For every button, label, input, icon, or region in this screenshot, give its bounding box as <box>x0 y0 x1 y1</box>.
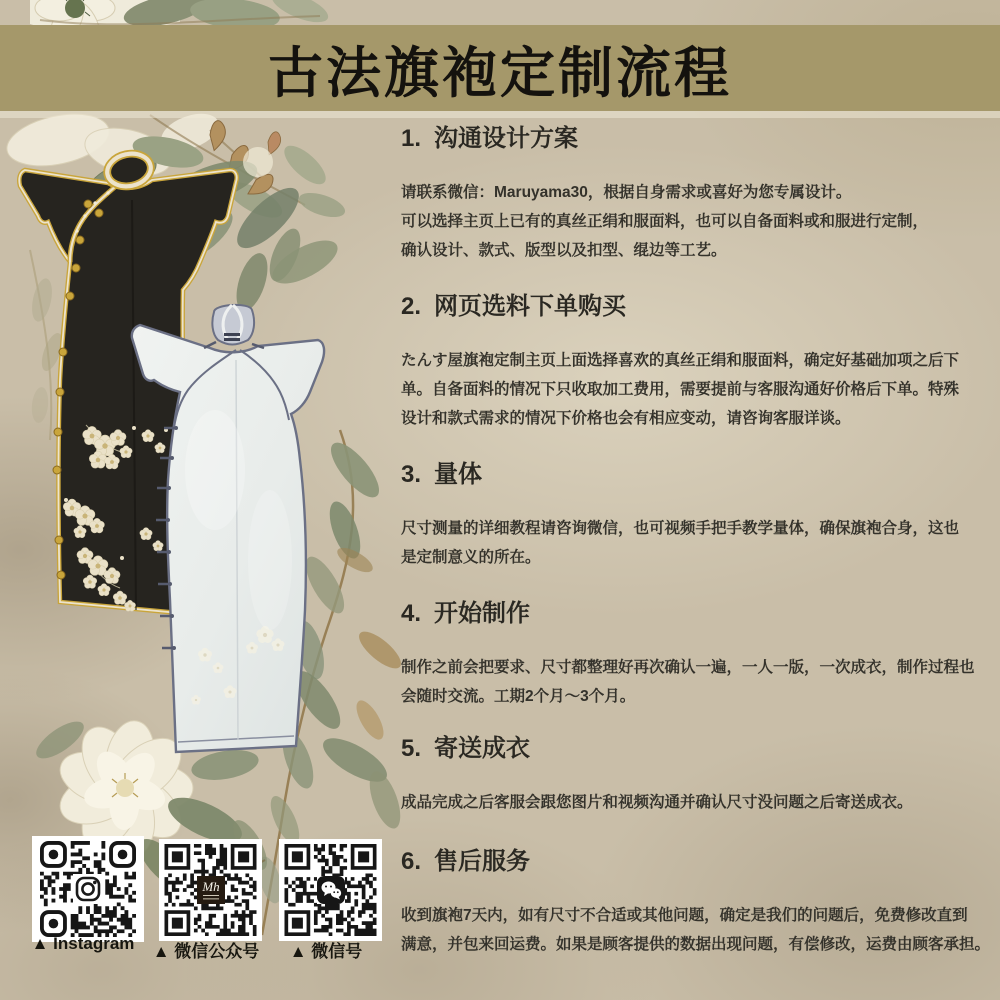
step-section-6 <box>401 847 997 959</box>
step-body-line: 会随时交流。工期2个月～3个月。 <box>401 688 636 705</box>
step-body <box>401 514 997 572</box>
step-body <box>401 788 997 817</box>
step-section-2 <box>401 292 997 433</box>
step-number: 4. <box>401 600 422 627</box>
step-body-line: 尺寸测量的详细教程请咨询微信，也可视频手把手教学量体，确保旗袍合身，这也 <box>401 520 960 537</box>
qr-wechat-id <box>279 839 382 941</box>
svg-text:Mh: Mh <box>201 879 220 894</box>
banner-underline <box>0 111 1000 118</box>
brand-monogram-icon <box>197 876 225 904</box>
step-section-5 <box>401 734 997 817</box>
step-title: 沟通设计方案 <box>434 125 579 152</box>
step-body-line: 可以选择主页上已有的真丝正绢和服面料，也可以自备面料或和服进行定制， <box>401 213 929 230</box>
step-heading <box>401 124 997 154</box>
step-body-line: 设计和款式需求的情况下价格也会有相应变动，请咨询客服详谈。 <box>401 410 851 427</box>
step-number: 5. <box>401 735 422 762</box>
step-body-line: 是定制意义的所在。 <box>401 549 541 566</box>
step-body <box>401 901 997 959</box>
step-body-line: たんす屋旗袍定制主页上面选择喜欢的真丝正绢和服面料，确定好基础加项之后下 <box>401 352 960 369</box>
page-title: 古法旗袍定制流程 <box>267 41 732 104</box>
step-title: 寄送成衣 <box>434 735 531 762</box>
step-heading <box>401 460 997 490</box>
qr-wechat-official <box>159 839 262 941</box>
qr-instagram <box>32 836 144 942</box>
step-number: 6. <box>401 848 422 875</box>
step-heading <box>401 599 997 629</box>
qr-label-instagram: ▲ Instagram <box>31 934 135 953</box>
step-title: 网页选料下单购买 <box>434 293 627 320</box>
step-body-line: 收到旗袍7天内，如有尺寸不合适或其他问题，确定是我们的问题后，免费修改直到 <box>401 907 968 924</box>
step-title: 量体 <box>434 461 483 488</box>
step-body-line: 请联系微信：Maruyama30，根据自身需求或喜好为您专属设计。 <box>401 184 852 201</box>
step-body-line: 成品完成之后客服会跟您图片和视频沟通并确认尺寸没问题之后寄送成衣。 <box>401 794 913 811</box>
step-body-line: 满意，并包来回运费。如果是顾客提供的数据出现问题，有偿修改，运费由顾客承担。 <box>401 936 991 953</box>
step-body-line: 确认设计、款式、版型以及扣型、绲边等工艺。 <box>401 242 727 259</box>
step-body <box>401 653 997 711</box>
step-title: 售后服务 <box>434 848 531 875</box>
step-number: 2. <box>401 293 422 320</box>
step-heading <box>401 847 997 877</box>
step-title: 开始制作 <box>434 600 531 627</box>
step-body-line: 制作之前会把要求、尺寸都整理好再次确认一遍，一人一版，一次成衣，制作过程也 <box>401 659 975 676</box>
step-body-line: 单。自备面料的情况下只收取加工费用，需要提前与客服沟通好价格后下单。特殊 <box>401 381 960 398</box>
step-section-1 <box>401 124 997 265</box>
instagram-icon <box>73 874 103 904</box>
title-banner <box>0 25 1000 111</box>
step-body <box>401 178 997 265</box>
step-heading <box>401 292 997 322</box>
qr-label-wechat-official: ▲ 微信公众号 <box>152 942 260 961</box>
step-heading <box>401 734 997 764</box>
white-qipao-collar <box>212 305 254 345</box>
wechat-icon <box>317 876 345 904</box>
qr-label-wechat-id: ▲ 微信号 <box>289 942 363 961</box>
step-number: 3. <box>401 461 422 488</box>
step-section-4 <box>401 599 997 711</box>
step-section-3 <box>401 460 997 572</box>
step-number: 1. <box>401 125 422 152</box>
step-body <box>401 346 997 433</box>
